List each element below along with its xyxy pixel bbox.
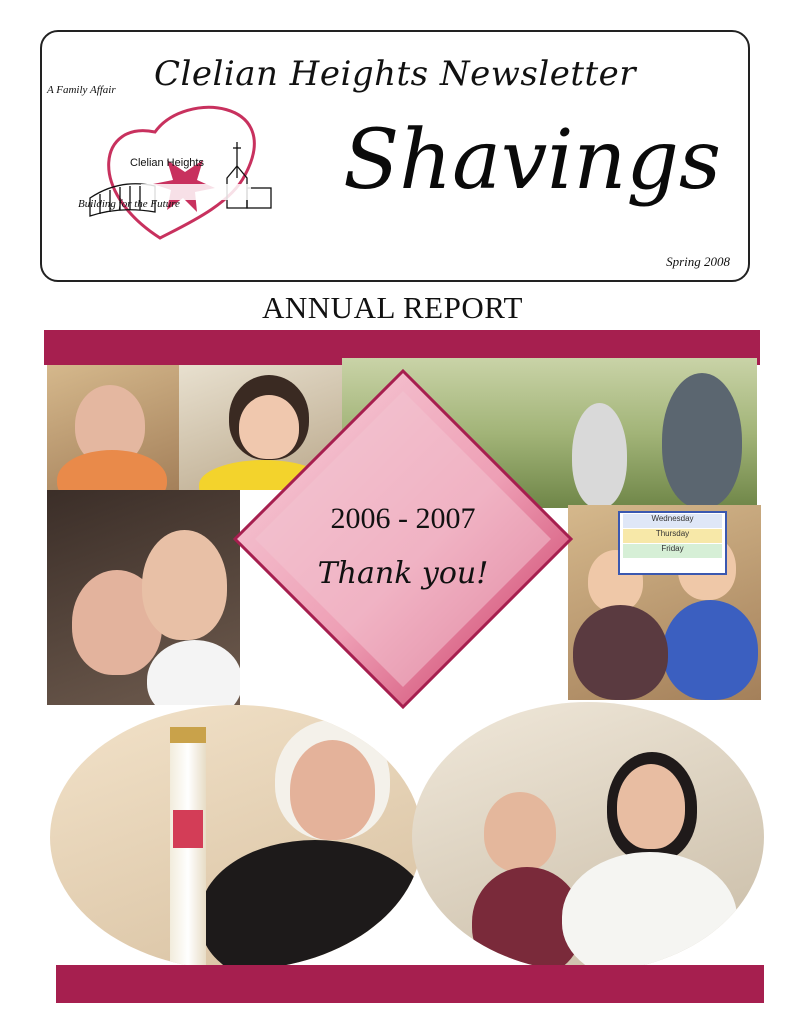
bottom-accent-band	[56, 965, 764, 1003]
days-calendar	[618, 511, 727, 575]
calendar-day: Wednesday	[623, 514, 722, 528]
newsletter-title: Clelian Heights Newsletter	[153, 54, 637, 94]
photo-boy-orange-shirt	[47, 365, 179, 490]
calendar-day: Thursday	[623, 529, 722, 543]
thank-you-message: Thank you!	[317, 556, 489, 591]
report-years: 2006 - 2007	[330, 502, 476, 535]
issue-date: Spring 2008	[666, 254, 730, 269]
logo-tagline-top: A Family Affair	[47, 84, 116, 96]
logo-tagline-bottom: Building for the Future	[78, 198, 180, 210]
photo-sister-candle	[50, 705, 422, 970]
calendar-day: Friday	[623, 544, 722, 558]
annual-report-heading: ANNUAL REPORT	[262, 290, 523, 325]
logo-org-name: Clelian Heights	[130, 157, 204, 169]
photo-sister-boy	[412, 702, 764, 972]
center-diamond	[233, 369, 573, 709]
photo-mother-son	[47, 490, 240, 705]
newsletter-name: Shavings	[343, 113, 721, 208]
